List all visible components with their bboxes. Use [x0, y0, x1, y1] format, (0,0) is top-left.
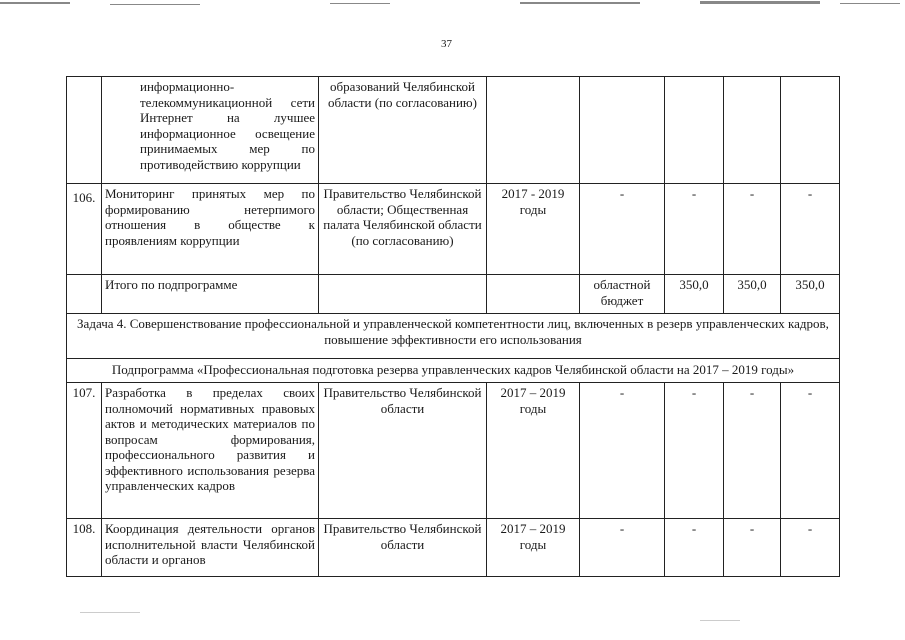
- value-2017: -: [665, 184, 724, 275]
- table-row: [67, 383, 840, 519]
- value-2017: -: [665, 519, 724, 577]
- total-2017: 350,0: [665, 275, 724, 314]
- subprogram-heading: Подпрограмма «Профессиональная подготовка резерва управленческих кадров Челябинской области на 2017 – 2019 годы»: [67, 359, 840, 383]
- row-number: 106.: [67, 184, 102, 275]
- executor: образований Челябинской области (по согласованию): [319, 77, 487, 184]
- table-row: [67, 77, 840, 184]
- subprogram-heading-row: [67, 359, 840, 383]
- period: [487, 275, 580, 314]
- total-2018: 350,0: [724, 275, 781, 314]
- measure-name: информационно-телекоммуникационной сети Интернет на лучшее информационное освещение принимаемых мер по противодействию коррупции: [102, 77, 319, 184]
- measure-name: Мониторинг принятых мер по формированию нетерпимого отношения в обществе к проявлениям коррупции: [102, 184, 319, 275]
- value-2017: [665, 77, 724, 184]
- row-number: [67, 275, 102, 314]
- period: 2017 – 2019 годы: [487, 519, 580, 577]
- executor: Правительство Челябинской области; Общественная палата Челябинской области (по согласованию): [319, 184, 487, 275]
- scan-artifact-bottom: [80, 612, 140, 613]
- row-number: [67, 77, 102, 184]
- executor: Правительство Челябинской области: [319, 383, 487, 519]
- period: [487, 77, 580, 184]
- task-4-heading: Задача 4. Совершенствование профессиональной и управленческой компетентности лиц, включенных в резерв управленческих кадров, повышение эффективности его использования: [67, 314, 840, 359]
- period: 2017 - 2019 годы: [487, 184, 580, 275]
- value-2019: -: [781, 383, 840, 519]
- table-row-total: [67, 275, 840, 314]
- funding-source: -: [580, 184, 665, 275]
- funding-source: -: [580, 383, 665, 519]
- funding-source: областной бюджет: [580, 275, 665, 314]
- task-heading-row: [67, 314, 840, 359]
- total-label: Итого по подпрограмме: [102, 275, 319, 314]
- executor: [319, 275, 487, 314]
- value-2019: -: [781, 184, 840, 275]
- scan-artifact-top: [0, 0, 905, 10]
- measure-name: Координация деятельности органов исполнительной власти Челябинской области и органов: [102, 519, 319, 577]
- value-2018: -: [724, 383, 781, 519]
- program-table: [66, 76, 840, 577]
- executor: Правительство Челябинской области: [319, 519, 487, 577]
- value-2018: -: [724, 519, 781, 577]
- funding-source: [580, 77, 665, 184]
- table-row: [67, 519, 840, 577]
- row-number: 108.: [67, 519, 102, 577]
- row-number: 107.: [67, 383, 102, 519]
- total-2019: 350,0: [781, 275, 840, 314]
- scan-artifact-bottom: [700, 620, 740, 621]
- table-row: [67, 184, 840, 275]
- page-number: 37: [441, 38, 452, 50]
- value-2018: -: [724, 184, 781, 275]
- value-2018: [724, 77, 781, 184]
- measure-name: Разработка в пределах своих полномочий нормативных правовых актов и методических материалов по вопросам формирования, профессионального развития и эффективного использования резерва управленческих кадров: [102, 383, 319, 519]
- value-2017: -: [665, 383, 724, 519]
- value-2019: [781, 77, 840, 184]
- funding-source: -: [580, 519, 665, 577]
- period: 2017 – 2019 годы: [487, 383, 580, 519]
- value-2019: -: [781, 519, 840, 577]
